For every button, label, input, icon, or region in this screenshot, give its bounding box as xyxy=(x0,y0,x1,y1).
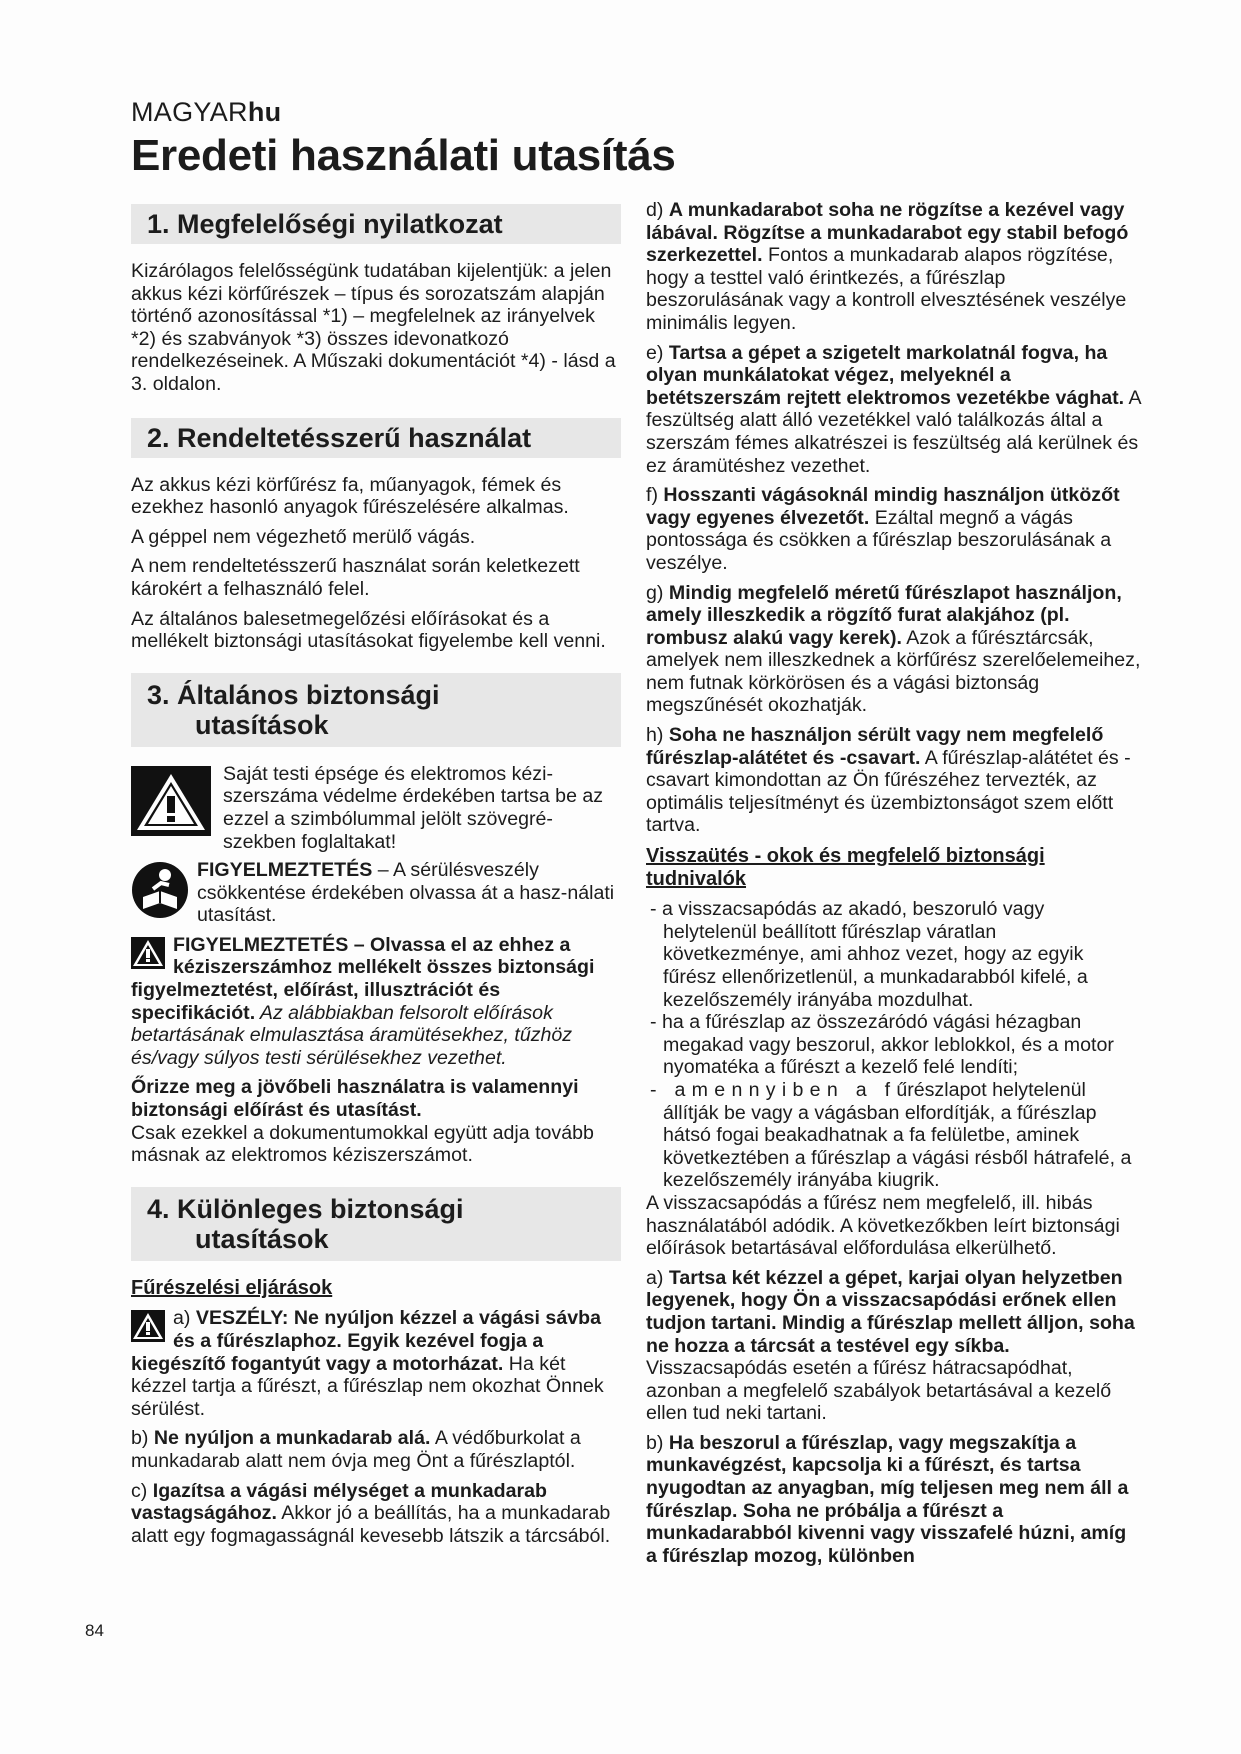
list-item: - amennyiben a fűrészlapot helytelenül állítják be vagy a vágásban elfordítják, a fűrészlap hátsó fogai beakadhatnak a fa felületbe, aminek következtében a fűrészlap a vágási résből hátrafelé, a kezelőszemély irányába kiugrik. xyxy=(650,1078,1132,1192)
warning-symbol-block xyxy=(131,763,621,853)
item-d: d) A munkadarabot soha ne rögzítse a kezével vagy lábával. Rögzítse a munkadarabot egy stabil befogó szerkezettel. Fontos a munkadarab alapos rögzítése, hogy a testtel való érintkezés, a fűrészlap beszorulásának vagy a kontroll elvesztésének veszélye minimális legyen. xyxy=(646,199,1129,334)
item-f: f) Hosszanti vágásoknál mindig használjon ütközőt vagy egyenes élvezetőt. Ezáltal megnő a vágás pontossága és csökken a fűrészlap beszorulásának a veszélye. xyxy=(646,484,1120,574)
item-c: c) Igazítsa a vágási mélységet a munkadarab vastagságához. Akkor jó a beállítás, ha a munkadarab alatt egy fogmagasságnál kevesebb látszik a tárcsából. xyxy=(131,1479,611,1547)
section-2-p2: A géppel nem végezhető merülő vágás. xyxy=(131,525,476,548)
kickback-summary: A visszacsapódás a fűrész nem megfelelő, ill. hibás használatából adódik. A következőkben leírt biztonsági előírások betartásával előfordulása elkerülhető. xyxy=(646,1191,1120,1260)
section-2-p3: A nem rendeltetésszerű használat során keletkezett károkért a felhasználó felel. xyxy=(131,555,580,600)
read-manual-block: FIGYELMEZTETÉS – A sérülésveszély csökkentése érdekében olvassa át a hasz-nálati utasítást. xyxy=(131,859,621,927)
section-1-text: Kizárólagos felelősségünk tudatában kijelentjük: a jelen akkus kézi körfűrészek – típus és sorozatszám alapján történő azonosítással *1) – megfelelnek az irányelvek *2) és szabványok *3) összes idevonatkozó rendelkezéseinek. A Műszaki dokumentációt *4) - lásd a 3. oldalon. xyxy=(131,260,616,395)
list-item: - a visszacsapódás az akadó, beszoruló vagy helytelenül beállított fűrészlap váratlan következménye, ami ahhoz vezet, hogy az egyik fűrész ellenőrizetlenül, a munkadarabból kifelé, a kezelőszemély irányába mozdulhat. xyxy=(650,898,1088,1011)
item-e: e) Tartsa a gépet a szigetelt markolatnál fogva, ha olyan munkálatokat végez, melyeknél a betétszerszám rejtett elektromos vezetékbe vághat. A feszültség alatt álló vezetékkel való találkozás által a szerszám fémes alkatrészei is feszültség alá kerülnek és ez áramütéshez vezethet. xyxy=(646,341,1141,477)
right-column xyxy=(646,199,1141,1574)
read-manual-icon xyxy=(131,861,189,925)
section-2-p4: Az általános balesetmegelőzési előírásokat és a mellékelt biztonsági utasításokat figyelembe kell venni. xyxy=(131,607,606,653)
item-g: g) Mindig megfelelő méretű fűrészlapot használjon, amely illeszkedik a rögzítő furat alakjához (pl. rombusz alakú vagy kerek). Azok a fűrésztárcsák, amelyek nem illeszkednek a körfűrész szerelőelemeihez, nem futnak körkörösen és a vágási biztonság megszűnését okozhatják. xyxy=(646,581,1141,717)
sawing-procedures-heading: Fűrészelési eljárások xyxy=(131,1276,333,1299)
item-b: b) Ne nyúljon a munkadarab alá. A védőburkolat a munkadarab alatt nem óvja meg Önt a fűrészlaptól. xyxy=(131,1427,581,1472)
general-warning: FIGYELMEZTETÉS – Olvassa el az ehhez a kéziszerszámhoz mellékelt összes biztonsági figyelmeztetést, előírást, illusztrációt és specifikációt. Az alábbiakban felsorolt előírások betartásának elmulasztása áramütésekhez, tűzhöz és/vagy súlyos testi sérülésekhez vezethet. xyxy=(131,933,595,1069)
item-h: h) Soha ne használjon sérült vagy nem megfelelő fűrészlap-alátétet és -csavart. A fűrészlap-alátétet és -csavart kimondottan az Ön fűrészéhez tervezték, az optimális teljesítményt és üzembiztonságot szem előtt tartva. xyxy=(646,724,1131,837)
kickback-item-a: a) Tartsa két kézzel a gépet, karjai olyan helyzetben legyenek, hogy Ön a visszacsapódási erőnek ellen tudjon tartani. Mindig a fűrészlap mellett álljon, soha ne hozza a tárcsát a testével egy síkba. Visszacsapódás esetén a fűrész hátracsapódhat, azonban a megfelelő szabályok betartásával a kezelő ellen tud neki tartani. xyxy=(646,1266,1135,1425)
page-number: 84 xyxy=(85,1621,104,1640)
section-1-heading: 1. Megfelelőségi nyilatkozat xyxy=(131,204,621,244)
list-item: - ha a fűrészlap az összezáródó vágási hézagban megakad vagy beszorul, akkor leblokkol, és a motor nyomatéka a fűrészt a kezelő felé lendíti; xyxy=(650,1011,1114,1079)
warning-small-icon xyxy=(131,937,165,975)
keep-instructions-bold: Őrizze meg a jövőbeli használatra is valamennyi biztonsági előírást és utasítást. xyxy=(131,1076,579,1122)
language-label: MAGYARhu xyxy=(131,97,282,127)
kickback-item-b: b) Ha beszorul a fűrészlap, vagy megszakítja a munkavégzést, kapcsolja ki a fűrészt, és tartsa nyugodtan az anyagban, míg teljesen meg nem áll a fűrészlap. Soha ne próbálja a fűrészt a munkadarabból kivenni vagy visszafelé húzni, amíg a fűrészlap mozog, különben xyxy=(646,1431,1129,1567)
warning-small-icon xyxy=(131,1310,165,1348)
document-title: Eredeti használati utasítás xyxy=(131,131,676,180)
warning-symbol-text: Saját testi épsége és elektromos kézi-szerszáma védelme érdekében tartsa be az ezzel a szimbólummal jelölt szövegré-szekben foglaltakat! xyxy=(223,762,604,853)
item-a: a) VESZÉLY: Ne nyúljon kézzel a vágási sávba és a fűrészlaphoz. Egyik kezével fogja a kiegészítő fogantyút vagy a motorházat. Ha két kézzel tartja a fűrészt, a fűrészlap nem okozhat Önnek sérülést. xyxy=(131,1307,604,1420)
section-4-heading: 4. Különleges biztonsági utasítások xyxy=(131,1187,621,1261)
kickback-list xyxy=(646,898,1141,1192)
kickback-heading: Visszaütés - okok és megfelelő biztonsági tudnivalók xyxy=(646,845,1045,890)
warning-triangle-icon xyxy=(131,766,211,842)
section-3-heading: 3. Általános biztonsági utasítások xyxy=(131,673,621,747)
left-column xyxy=(131,200,621,1554)
section-2-heading: 2. Rendeltetésszerű használat xyxy=(131,418,621,458)
section-2-p1: Az akkus kézi körfűrész fa, műanyagok, fémek és ezekhez hasonló anyagok fűrészelésére alkalmas. xyxy=(131,473,569,519)
keep-instructions-text: Csak ezekkel a dokumentumokkal együtt adja tovább másnak az elektromos kéziszerszámot. xyxy=(131,1121,594,1167)
